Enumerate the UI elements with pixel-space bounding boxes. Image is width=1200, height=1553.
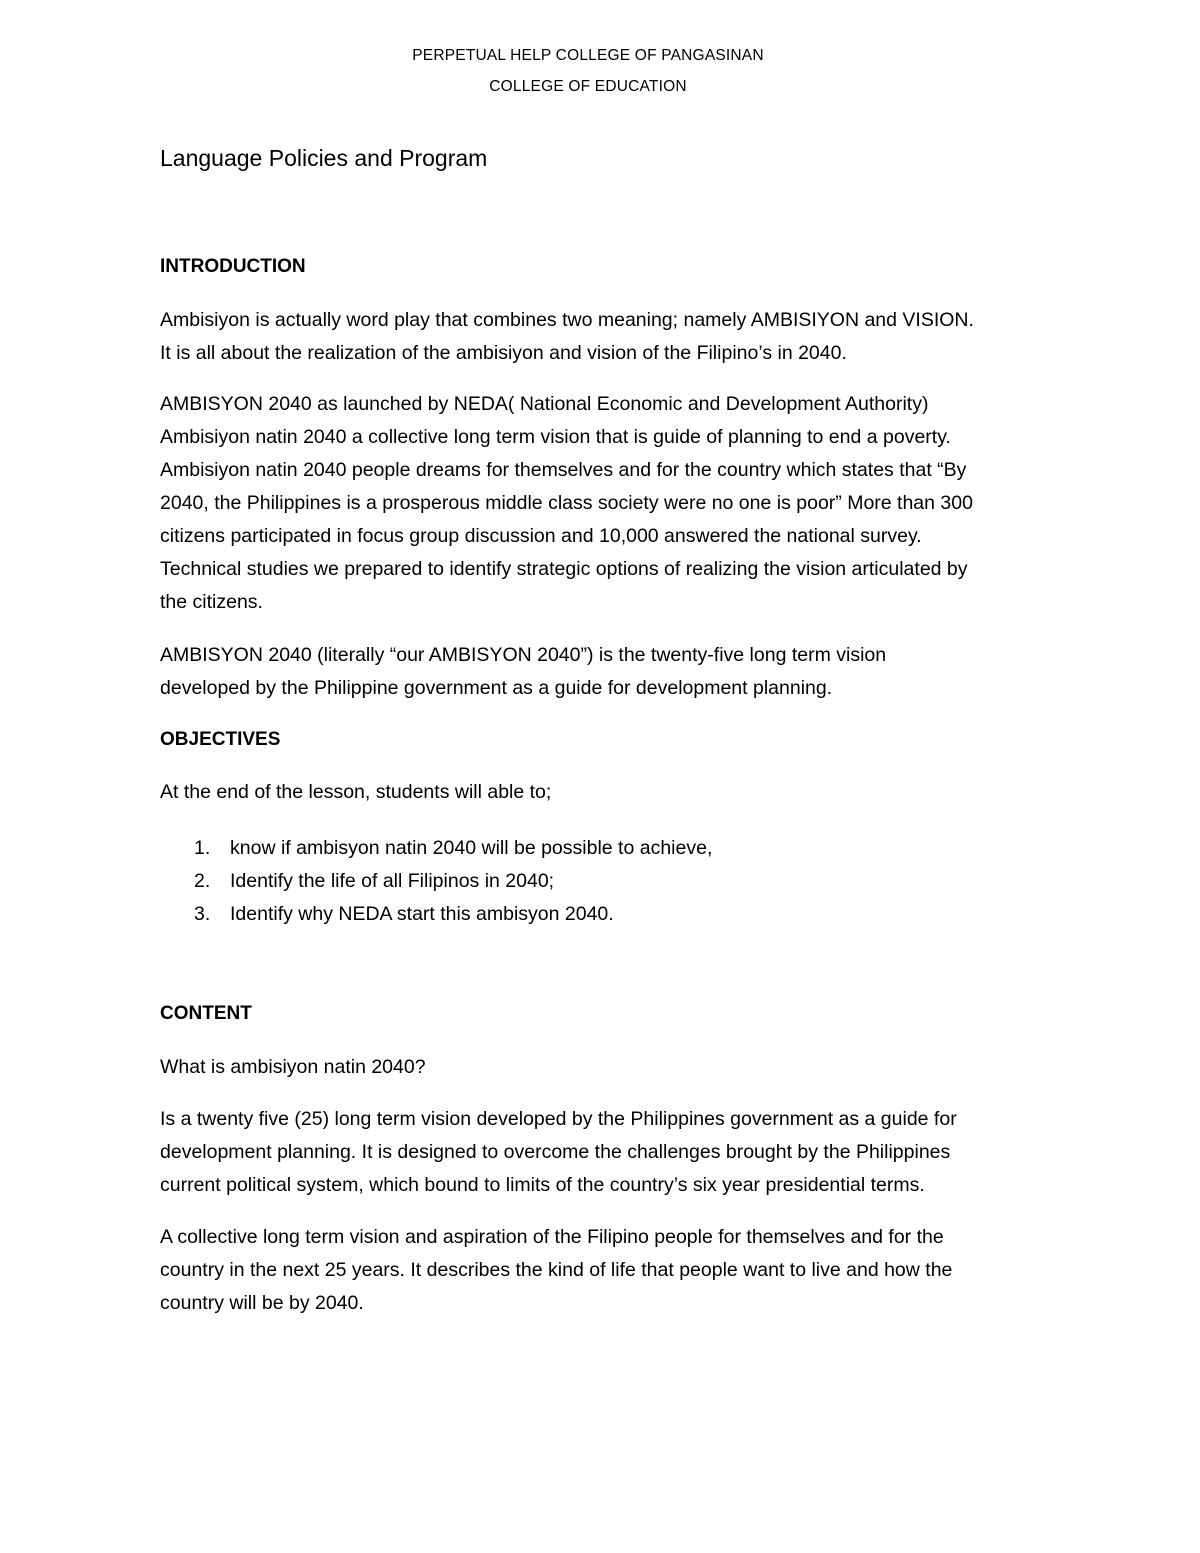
list-item (160, 898, 712, 931)
list-number: 3. (194, 903, 211, 925)
text-line: current political system, which bound to limits of the country’s six year presidential terms. (160, 1174, 925, 1196)
college-name: COLLEGE OF EDUCATION (489, 78, 687, 95)
introduction-paragraph-1 (160, 304, 1065, 370)
list-number: 1. (194, 837, 211, 859)
document-title: Language Policies and Program (160, 145, 488, 171)
text-line: 2040, the Philippines is a prosperous middle class society were no one is poor” More than 300 (160, 492, 973, 514)
text-line: Ambisiyon natin 2040 a collective long term vision that is guide of planning to end a poverty. (160, 426, 951, 448)
text-line: Technical studies we prepared to identify strategic options of realizing the vision articulated by (160, 558, 968, 580)
text-line: What is ambisiyon natin 2040? (160, 1056, 426, 1078)
text-line: country in the next 25 years. It describes the kind of life that people want to live and how the (160, 1259, 953, 1281)
text-line: development planning. It is designed to overcome the challenges brought by the Philippines (160, 1141, 951, 1163)
content-paragraph-1 (160, 1103, 1065, 1202)
introduction-paragraph-2 (160, 388, 1065, 619)
text-line: Is a twenty five (25) long term vision developed by the Philippines government as a guide for (160, 1108, 957, 1130)
list-item (160, 865, 712, 898)
text-line: developed by the Philippine government as a guide for development planning. (160, 677, 833, 699)
list-number: 2. (194, 870, 211, 892)
list-item (160, 832, 712, 865)
text-line: It is all about the realization of the ambisiyon and vision of the Filipino’s in 2040. (160, 342, 847, 364)
introduction-heading: INTRODUCTION (160, 256, 306, 277)
text-line: AMBISYON 2040 (literally “our AMBISYON 2040”) is the twenty-five long term vision (160, 644, 887, 666)
list-item-text: Identify the life of all Filipinos in 2040; (230, 870, 555, 892)
text-line: Ambisiyon natin 2040 people dreams for themselves and for the country which states that “By (160, 459, 967, 481)
objectives-list (160, 832, 712, 931)
text-line: Ambisiyon is actually word play that combines two meaning; namely AMBISIYON and VISION. (160, 309, 974, 331)
list-item-text: Identify why NEDA start this ambisyon 2040. (230, 903, 614, 925)
text-line: citizens participated in focus group discussion and 10,000 answered the national survey. (160, 525, 922, 547)
text-line: At the end of the lesson, students will able to; (160, 781, 552, 803)
objectives-heading: OBJECTIVES (160, 729, 281, 750)
objectives-intro (160, 776, 1065, 809)
text-line: AMBISYON 2040 as launched by NEDA( National Economic and Development Authority) (160, 393, 929, 415)
institution-name: PERPETUAL HELP COLLEGE OF PANGASINAN (412, 47, 764, 64)
content-paragraph-2 (160, 1221, 1065, 1320)
text-line: the citizens. (160, 591, 263, 613)
list-item-text: know if ambisyon natin 2040 will be possible to achieve, (230, 837, 713, 859)
content-heading: CONTENT (160, 1003, 252, 1024)
introduction-paragraph-3 (160, 639, 1065, 705)
text-line: A collective long term vision and aspiration of the Filipino people for themselves and for the (160, 1226, 944, 1248)
content-question (160, 1051, 1065, 1084)
text-line: country will be by 2040. (160, 1292, 364, 1314)
